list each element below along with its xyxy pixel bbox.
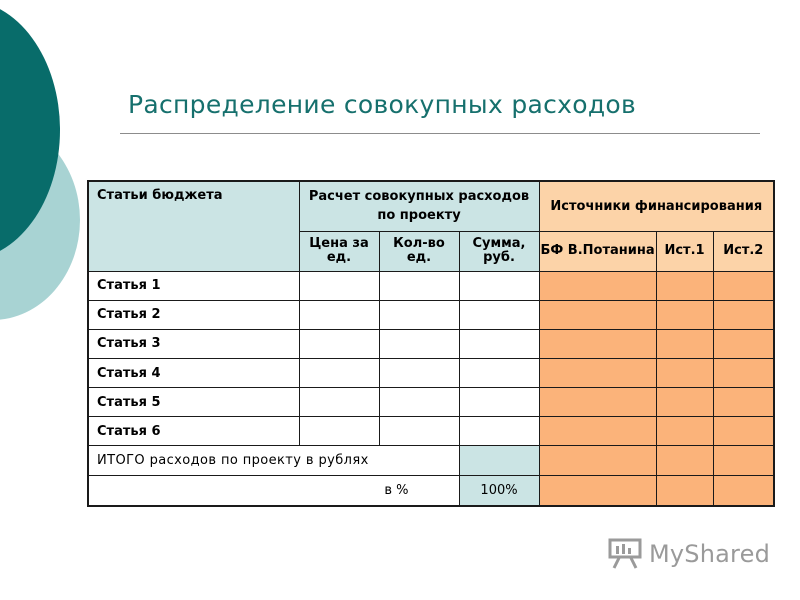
cell-src2 — [713, 417, 774, 446]
percent-label: в % — [88, 476, 459, 506]
header-unit-price: Цена за ед. — [299, 231, 379, 271]
total-src2-cell — [713, 446, 774, 476]
cell-src1 — [656, 329, 713, 358]
total-bf-cell — [539, 446, 656, 476]
cell-qty — [379, 388, 459, 417]
budget-table — [87, 180, 775, 507]
cell-src1 — [656, 417, 713, 446]
table-row — [88, 300, 774, 329]
table-row — [88, 417, 774, 446]
logo-text: MyShared — [649, 540, 771, 568]
header-total-calc: Расчет совокупных расходов по проекту — [299, 181, 539, 231]
cell-price — [299, 329, 379, 358]
table-row — [88, 329, 774, 358]
cell-bf — [539, 329, 656, 358]
total-label: ИТОГО расходов по проекту в рублях — [88, 446, 459, 476]
slide-title: Распределение совокупных расходов — [128, 90, 637, 119]
header-funding-sources: Источники финансирования — [539, 181, 774, 231]
cell-src2 — [713, 271, 774, 300]
header-quantity: Кол-во ед. — [379, 231, 459, 271]
row-label: Статья 2 — [88, 300, 299, 329]
cell-src2 — [713, 388, 774, 417]
cell-qty — [379, 271, 459, 300]
presentation-board-icon — [607, 537, 643, 569]
row-label: Статья 3 — [88, 329, 299, 358]
table-row — [88, 271, 774, 300]
cell-price — [299, 358, 379, 387]
cell-price — [299, 388, 379, 417]
myshared-logo — [607, 537, 771, 571]
title-divider — [120, 133, 760, 134]
cell-qty — [379, 417, 459, 446]
cell-src1 — [656, 388, 713, 417]
table-row — [88, 388, 774, 417]
row-label: Статья 4 — [88, 358, 299, 387]
cell-sum — [459, 271, 539, 300]
percent-src1-cell — [656, 476, 713, 506]
cell-sum — [459, 417, 539, 446]
cell-price — [299, 417, 379, 446]
total-row — [88, 446, 774, 476]
cell-qty — [379, 358, 459, 387]
row-label: Статья 5 — [88, 388, 299, 417]
cell-qty — [379, 300, 459, 329]
cell-sum — [459, 388, 539, 417]
percent-src2-cell — [713, 476, 774, 506]
cell-bf — [539, 417, 656, 446]
percent-value: 100% — [459, 476, 539, 506]
row-label: Статья 6 — [88, 417, 299, 446]
cell-price — [299, 300, 379, 329]
table-row — [88, 358, 774, 387]
cell-src2 — [713, 358, 774, 387]
row-label: Статья 1 — [88, 271, 299, 300]
total-sum-cell — [459, 446, 539, 476]
cell-src1 — [656, 358, 713, 387]
cell-sum — [459, 300, 539, 329]
cell-bf — [539, 300, 656, 329]
header-source-2: Ист.2 — [713, 231, 774, 271]
cell-bf — [539, 358, 656, 387]
header-source-bf: БФ В.Потанина — [539, 231, 656, 271]
header-row-main — [88, 181, 774, 231]
header-budget-items: Статьи бюджета — [88, 181, 299, 271]
cell-sum — [459, 358, 539, 387]
cell-src2 — [713, 329, 774, 358]
header-source-1: Ист.1 — [656, 231, 713, 271]
header-sum: Сумма, руб. — [459, 231, 539, 271]
cell-bf — [539, 388, 656, 417]
cell-src2 — [713, 300, 774, 329]
cell-src1 — [656, 300, 713, 329]
percent-row — [88, 476, 774, 506]
percent-bf-cell — [539, 476, 656, 506]
cell-price — [299, 271, 379, 300]
cell-sum — [459, 329, 539, 358]
total-src1-cell — [656, 446, 713, 476]
cell-src1 — [656, 271, 713, 300]
cell-qty — [379, 329, 459, 358]
cell-bf — [539, 271, 656, 300]
